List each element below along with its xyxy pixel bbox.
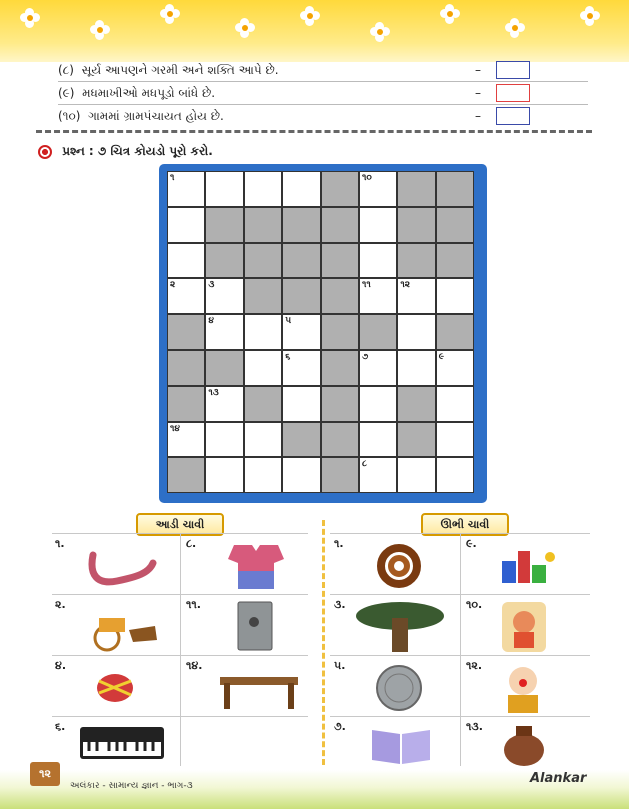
crossword-cell[interactable] bbox=[244, 422, 282, 458]
down-clues-title: ઊભી ચાવી bbox=[421, 513, 509, 536]
question-heading bbox=[38, 143, 213, 159]
crossword-block bbox=[244, 386, 282, 422]
chariot-icon bbox=[89, 604, 161, 654]
crossword-clue-number: ૧૦ bbox=[362, 173, 372, 183]
clue-number: ૧૩. bbox=[466, 720, 483, 733]
crossword-block bbox=[321, 207, 359, 243]
snake-icon bbox=[374, 541, 424, 591]
clue-number: ૫. bbox=[334, 659, 346, 672]
crossword-clue-number: ૧૧ bbox=[362, 280, 371, 291]
blocks-icon bbox=[498, 545, 556, 587]
clown-icon bbox=[500, 661, 546, 715]
flower-icon bbox=[505, 18, 525, 38]
down-clue bbox=[334, 535, 464, 596]
crossword-block bbox=[282, 243, 320, 279]
crossword-cell[interactable] bbox=[244, 457, 282, 493]
crossword-block bbox=[321, 243, 359, 279]
crossword-cell[interactable] bbox=[359, 422, 397, 458]
answer-box[interactable] bbox=[496, 84, 530, 102]
down-clue bbox=[334, 596, 464, 657]
crossword-cell[interactable] bbox=[397, 314, 435, 350]
crossword-block bbox=[282, 422, 320, 458]
crossword-block bbox=[167, 314, 205, 350]
flower-icon bbox=[440, 4, 460, 24]
statement-row bbox=[58, 83, 598, 103]
statement-number: (૯) bbox=[58, 86, 75, 100]
crossword-cell[interactable] bbox=[205, 171, 243, 207]
crossword-cell[interactable] bbox=[436, 457, 474, 493]
question-text: ચિત્ર કોયડો પૂરો કરો. bbox=[110, 144, 213, 158]
across-clue bbox=[186, 657, 316, 718]
safe-icon bbox=[236, 600, 274, 652]
crossword-clue-number: ૧૨ bbox=[400, 280, 411, 291]
crossword-block bbox=[282, 207, 320, 243]
statement-text: મધમાખીઓ મધપૂડો બાંધે છે. bbox=[82, 86, 216, 100]
statement-row bbox=[58, 60, 598, 80]
clue-number: ૮. bbox=[186, 537, 197, 550]
section-separator bbox=[36, 130, 592, 133]
statement-text: સૂર્ય આપણને ગરમી અને શક્તિ આપે છે. bbox=[81, 63, 279, 77]
crossword-cell[interactable] bbox=[167, 278, 205, 314]
keyboard-icon bbox=[79, 726, 165, 760]
answer-dash: – bbox=[475, 63, 481, 77]
crossword-cell[interactable] bbox=[282, 457, 320, 493]
crossword-cell[interactable] bbox=[359, 386, 397, 422]
crossword-cell[interactable] bbox=[359, 243, 397, 279]
crossword-cell[interactable] bbox=[436, 422, 474, 458]
answer-box[interactable] bbox=[496, 107, 530, 125]
crossword-clue-number: ૯ bbox=[438, 352, 445, 362]
crossword-block bbox=[205, 207, 243, 243]
answer-box[interactable] bbox=[496, 61, 530, 79]
clue-number: ૩. bbox=[334, 598, 346, 611]
crossword-block bbox=[244, 207, 282, 243]
across-clue bbox=[186, 596, 316, 657]
flower-icon bbox=[300, 6, 320, 26]
statement-number: (૧૦) bbox=[58, 109, 81, 123]
crossword-clue-number: ૧૩ bbox=[208, 387, 219, 398]
divider bbox=[58, 104, 588, 105]
divider bbox=[58, 81, 588, 82]
across-clue bbox=[186, 535, 316, 596]
crossword-cell[interactable] bbox=[244, 171, 282, 207]
clue-number: ૧૪. bbox=[186, 659, 203, 672]
crossword-block bbox=[244, 243, 282, 279]
crossword-clue-number: ૪ bbox=[208, 316, 214, 327]
clue-number: ૯. bbox=[466, 537, 477, 550]
tree-icon bbox=[354, 600, 446, 654]
crossword-block bbox=[321, 457, 359, 493]
crossword-block bbox=[436, 314, 474, 350]
flower-icon bbox=[580, 6, 600, 26]
book-icon bbox=[368, 724, 434, 766]
answer-dash: – bbox=[475, 86, 481, 100]
clue-number: ૧. bbox=[55, 537, 65, 550]
across-clue bbox=[55, 657, 185, 718]
coin-icon bbox=[374, 663, 424, 713]
crossword-grid bbox=[167, 171, 478, 495]
statement-text: ગામમાં ગ્રામપંચાયત હોય છે. bbox=[88, 109, 224, 123]
pot-icon bbox=[500, 722, 548, 768]
across-clues-title: આડી ચાવી bbox=[136, 513, 224, 536]
crossword-block bbox=[205, 243, 243, 279]
crossword-cell[interactable] bbox=[359, 457, 397, 493]
crossword-block bbox=[282, 278, 320, 314]
crossword-block bbox=[321, 171, 359, 207]
down-clue bbox=[334, 657, 464, 718]
statement-row bbox=[58, 106, 598, 126]
crossword-cell[interactable] bbox=[282, 314, 320, 350]
crossword-cell[interactable] bbox=[359, 278, 397, 314]
crossword-cell[interactable] bbox=[244, 314, 282, 350]
crossword-cell[interactable] bbox=[205, 386, 243, 422]
crossword-block bbox=[244, 278, 282, 314]
flower-icon bbox=[370, 22, 390, 42]
crossword-block bbox=[397, 171, 435, 207]
crossword-block bbox=[167, 457, 205, 493]
crossword-block bbox=[397, 386, 435, 422]
crossword-cell[interactable] bbox=[167, 207, 205, 243]
crossword-block bbox=[167, 350, 205, 386]
down-clue bbox=[466, 657, 596, 718]
crossword-block bbox=[436, 207, 474, 243]
statement-number: (૮) bbox=[58, 63, 74, 77]
brand-logo: Alankar bbox=[530, 771, 587, 786]
ganesh-icon bbox=[500, 600, 548, 654]
flower-icon bbox=[235, 18, 255, 38]
clue-number: ૧૧. bbox=[186, 598, 201, 611]
crossword-block bbox=[397, 243, 435, 279]
top-banner bbox=[0, 0, 629, 62]
crossword-clue-number: ૨ bbox=[170, 280, 176, 291]
clue-number: ૨. bbox=[55, 598, 66, 611]
clue-number: ૧. bbox=[334, 537, 344, 550]
crossword-block bbox=[359, 314, 397, 350]
crossword-clue-number: ૧૪ bbox=[170, 423, 180, 434]
crossword-cell[interactable] bbox=[436, 350, 474, 386]
across-clue bbox=[55, 535, 185, 596]
crossword-cell[interactable] bbox=[397, 278, 435, 314]
crossword-cell[interactable] bbox=[167, 422, 205, 458]
flower-icon bbox=[20, 8, 40, 28]
crossword-cell[interactable] bbox=[282, 350, 320, 386]
across-clue bbox=[55, 596, 185, 657]
footer-title: અલંકાર - સામાન્ય જ્ઞાન - ભાગ-૩ bbox=[70, 781, 193, 791]
crossword-cell[interactable] bbox=[359, 171, 397, 207]
crossword-cell[interactable] bbox=[397, 350, 435, 386]
crossword-cell[interactable] bbox=[167, 243, 205, 279]
crossword-block bbox=[167, 386, 205, 422]
crossword-block bbox=[321, 386, 359, 422]
answer-dash: – bbox=[475, 109, 481, 123]
crossword-cell[interactable] bbox=[436, 278, 474, 314]
crossword-block bbox=[321, 314, 359, 350]
clue-number: ૭. bbox=[334, 720, 346, 733]
crossword-cell[interactable] bbox=[205, 422, 243, 458]
crossword-block bbox=[321, 422, 359, 458]
crossword-cell[interactable] bbox=[436, 386, 474, 422]
bullet-icon bbox=[38, 145, 52, 159]
crossword-cell[interactable] bbox=[359, 350, 397, 386]
crossword-block bbox=[397, 207, 435, 243]
crossword-cell[interactable] bbox=[397, 457, 435, 493]
clue-number: ૧૨. bbox=[466, 659, 483, 672]
dhol-drum-icon bbox=[89, 663, 141, 713]
flower-icon bbox=[160, 4, 180, 24]
crossword-cell[interactable] bbox=[282, 171, 320, 207]
clue-number: ૧૦. bbox=[466, 598, 483, 611]
crossword-block bbox=[205, 350, 243, 386]
crossword-cell[interactable] bbox=[359, 207, 397, 243]
crossword-cell[interactable] bbox=[205, 278, 243, 314]
crossword-cell[interactable] bbox=[205, 314, 243, 350]
clothes-icon bbox=[224, 541, 288, 591]
crossword-clue-number: ૭ bbox=[362, 352, 369, 362]
crossword-clue-number: ૮ bbox=[362, 459, 367, 470]
crossword-cell[interactable] bbox=[205, 457, 243, 493]
column-separator bbox=[322, 520, 325, 765]
crossword-block bbox=[321, 350, 359, 386]
question-label: પ્રશ્ન : ૭ bbox=[62, 144, 107, 158]
clue-number: ૪. bbox=[55, 659, 66, 672]
crossword-block bbox=[321, 278, 359, 314]
cot-icon bbox=[216, 669, 302, 711]
crossword-block bbox=[397, 422, 435, 458]
crossword-clue-number: ૧ bbox=[170, 173, 175, 183]
down-clue bbox=[466, 596, 596, 657]
crossword-block bbox=[436, 171, 474, 207]
flower-icon bbox=[90, 20, 110, 40]
crossword-clue-number: ૩ bbox=[208, 280, 215, 291]
crossword-clue-number: ૫ bbox=[285, 316, 292, 327]
down-clue bbox=[466, 535, 596, 596]
crossword-cell[interactable] bbox=[282, 386, 320, 422]
crossword-cell[interactable] bbox=[244, 350, 282, 386]
crossword-clue-number: ૬ bbox=[285, 352, 291, 362]
crossword-block bbox=[436, 243, 474, 279]
crossword-cell[interactable] bbox=[167, 171, 205, 207]
earthworm-icon bbox=[87, 545, 159, 591]
page-number: ૧૨ bbox=[30, 762, 60, 786]
clue-number: ૬. bbox=[55, 720, 66, 733]
